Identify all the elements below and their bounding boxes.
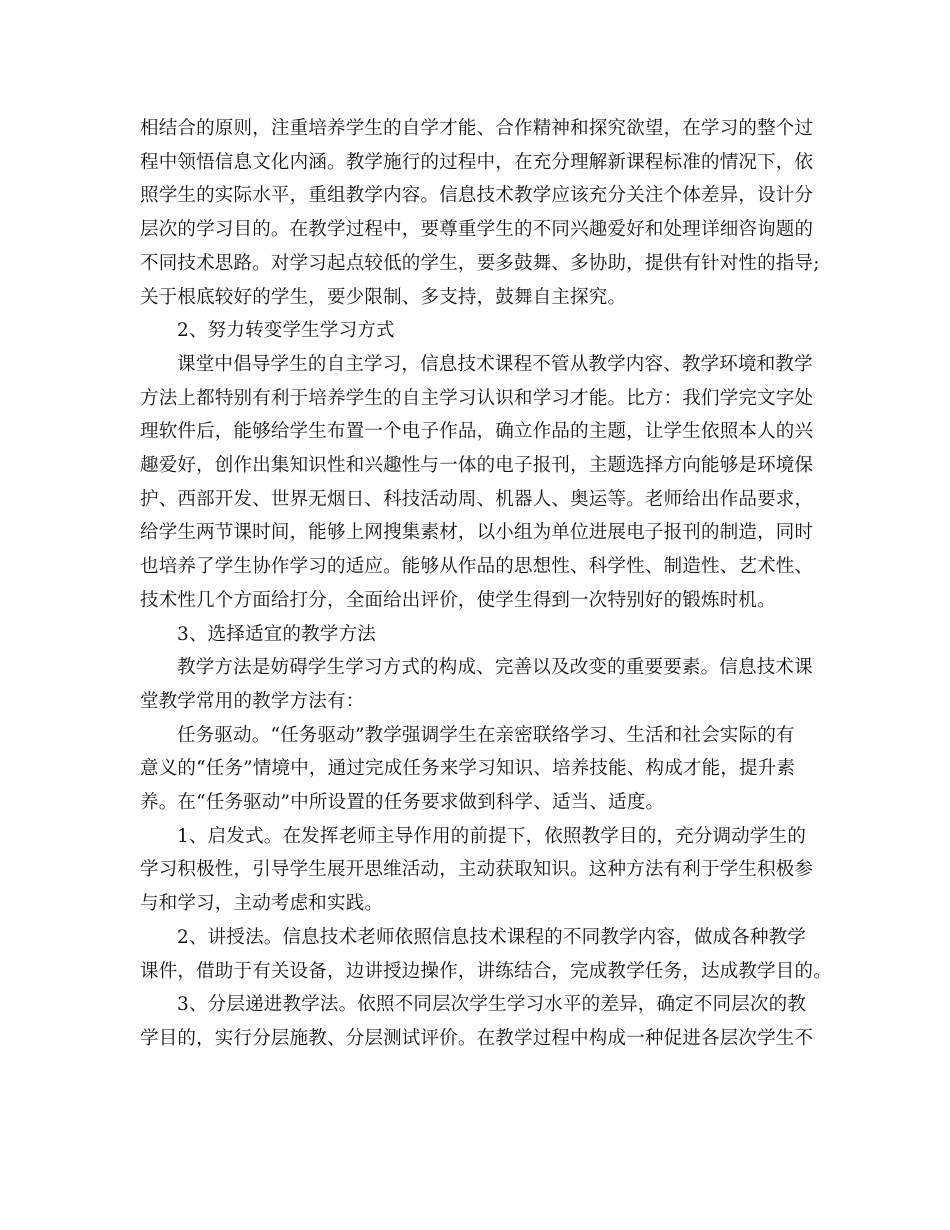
text-line: 意义的“任务”情境中，通过完成任务来学习知识、培养技能、构成才能，提升素	[140, 758, 796, 780]
text-line: 技术性几个方面给打分，全面给出评价，使学生得到一次特别好的锻炼时机。	[140, 589, 776, 611]
text-line: 照学生的实际水平，重组教学内容。信息技术教学应该充分关注个体差异，设计分	[140, 185, 814, 207]
heading-text: 3、选择适宜的教学方法	[177, 623, 376, 645]
text-line: 任务驱动。“任务驱动”教学强调学生在亲密联络学习、生活和社会实际的有	[177, 724, 795, 746]
text-line: 课堂中倡导学生的自主学习，信息技术课程不管从教学内容、教学环境和教学	[177, 353, 813, 375]
text-line: 趣爱好，创作出集知识性和兴趣性与一体的电子报刊，主题选择方向能够是环境保	[140, 455, 814, 477]
text-line: 方法上都特别有利于培养学生的自主学习认识和学习才能。比方：我们学完文字处	[140, 387, 814, 409]
paragraph-autonomous-learning	[140, 348, 820, 618]
text-line: 也培养了学生协作学习的适应。能够从作品的思想性、科学性、制造性、艺术性、	[140, 556, 814, 578]
text-line: 教学方法是妨碍学生学习方式的构成、完善以及改变的重要要素。信息技术课	[177, 657, 813, 679]
text-line: 养。在“任务驱动”中所设置的任务要求做到科学、适当、适度。	[140, 792, 665, 814]
paragraph-principle	[140, 112, 820, 314]
text-line: 不同技术思路。对学习起点较低的学生，要多鼓舞、多协助，提供有针对性的指导;	[140, 252, 820, 274]
text-line: 关于根底较好的学生，要少限制、多支持，鼓舞自主探究。	[140, 286, 627, 308]
text-line: 护、西部开发、世界无烟日、科技活动周、机器人、奥运等。老师给出作品要求，	[140, 488, 814, 510]
paragraph-teaching-methods	[140, 651, 820, 718]
section-heading	[140, 618, 820, 652]
section-heading	[140, 314, 820, 348]
text-line: 学目的，实行分层施教、分层测试评价。在教学过程中构成一种促进各层次学生不	[140, 1027, 814, 1049]
text-line: 程中领悟信息文化内涵。教学施行的过程中，在充分理解新课程标准的情况下，依	[140, 151, 814, 173]
text-line: 1、启发式。在发挥老师主导作用的前提下，依照教学目的，充分调动学生的	[177, 825, 807, 847]
text-line: 理软件后，能够给学生布置一个电子作品，确立作品的主题，让学生依照本人的兴	[140, 421, 814, 443]
paragraph-lecture	[140, 921, 832, 988]
text-line: 学习积极性，引导学生展开思维活动，主动获取知识。这种方法有利于学生积极参	[140, 859, 814, 881]
document-body	[140, 112, 832, 1056]
text-line: 与和学习，主动考虑和实践。	[140, 893, 384, 915]
paragraph-tiered	[140, 988, 820, 1055]
paragraph-heuristic	[140, 820, 820, 921]
text-line: 相结合的原则，注重培养学生的自学才能、合作精神和探究欲望，在学习的整个过	[140, 118, 814, 139]
text-line: 2、讲授法。信息技术老师依照信息技术课程的不同教学内容，做成各种教学	[177, 926, 807, 948]
text-line: 给学生两节课时间，能够上网搜集素材，以小组为单位进展电子报刊的制造，同时	[140, 522, 814, 544]
text-line: 层次的学习目的。在教学过程中，要尊重学生的不同兴趣爱好和处理详细咨询题的	[140, 219, 814, 241]
paragraph-task-driven	[140, 719, 820, 820]
text-line: 课件，借助于有关设备，边讲授边操作，讲练结合，完成教学任务，达成教学目的。	[140, 960, 832, 982]
heading-text: 2、努力转变学生学习方式	[177, 320, 395, 342]
text-line: 3、分层递进教学法。依照不同层次学生学习水平的差异，确定不同层次的教	[177, 994, 807, 1016]
text-line: 堂教学常用的教学方法有：	[140, 690, 365, 712]
